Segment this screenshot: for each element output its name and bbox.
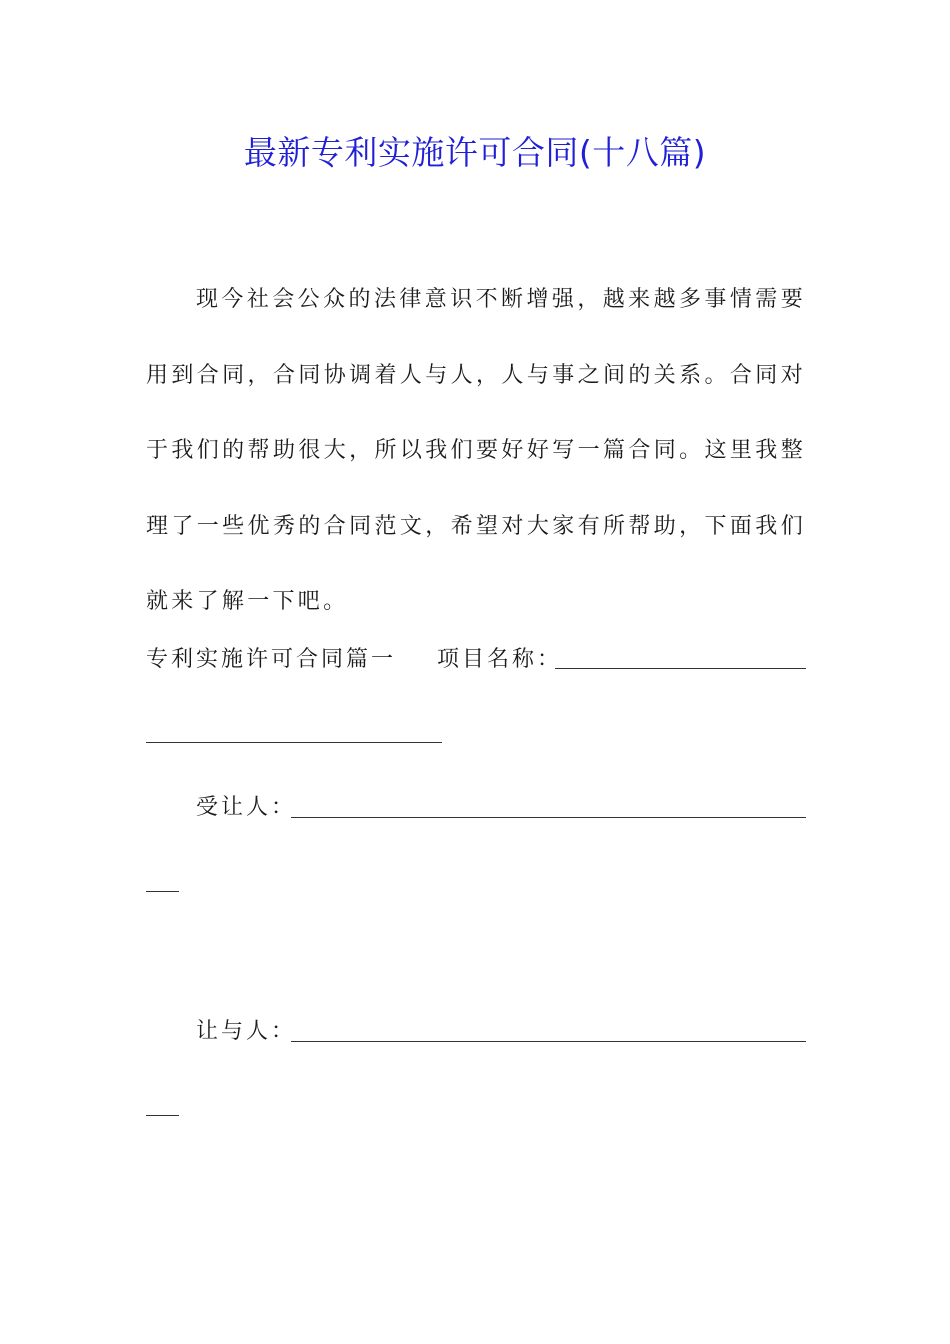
licensor-blank-line-continued	[146, 1115, 179, 1116]
licensee-label: 受让人：	[196, 795, 297, 820]
project-name-label: 项目名称：	[437, 647, 563, 672]
licensee-blank-line-continued	[146, 891, 179, 892]
licensor-label: 让与人：	[196, 1019, 297, 1044]
section-heading: 专利实施许可合同篇一	[146, 647, 397, 672]
licensee-blank-line	[291, 817, 806, 818]
project-name-blank-line-continued	[146, 742, 442, 743]
licensor-blank-line	[291, 1041, 806, 1042]
document-title: 最新专利实施许可合同(十八篇)	[243, 133, 707, 172]
intro-paragraph: 现今社会公众的法律意识不断增强，越来越多事情需要用到合同，合同协调着人与人，人与事之间的关系。合同对于我们的帮助很大，所以我们要好好写一篇合同。这里我整理了一些优秀的合同范文，希望对大家有所帮助，下面我们就来了解一下吧。	[146, 287, 806, 614]
project-name-blank-line	[555, 668, 806, 669]
